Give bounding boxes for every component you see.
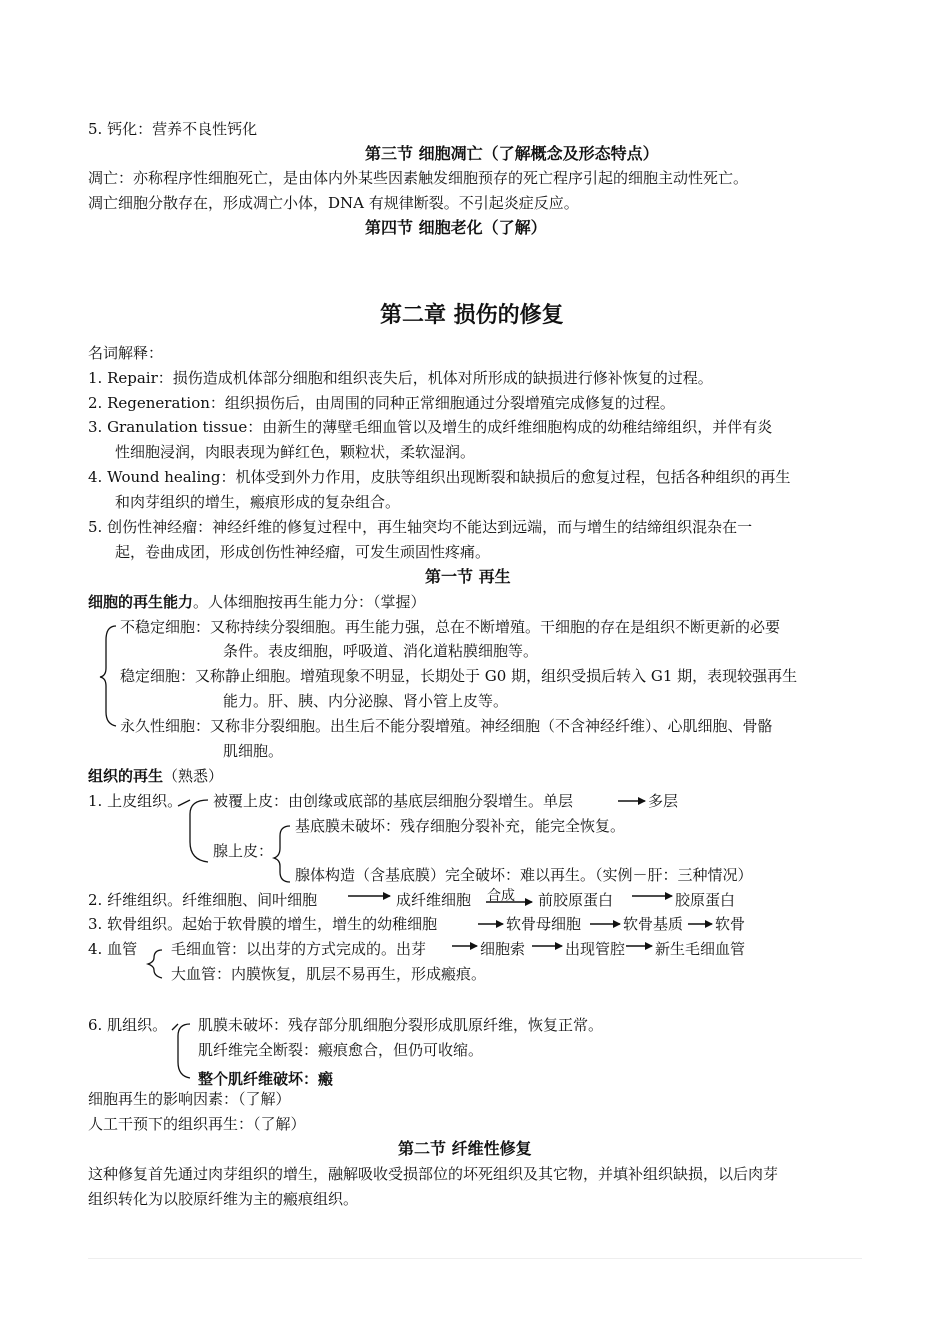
stable-cells-1: 稳定细胞：又称静止细胞。增殖现象不明显，长期处于 G0 期，组织受损后转入 G1 期，表现较强再生 <box>120 667 798 685</box>
covering-epithelium: 被覆上皮：由创缘或底部的基底层细胞分裂增生。单层 <box>213 792 574 810</box>
stable-cells-2: 能力。肝、胰、内分泌腺、肾小管上皮等。 <box>223 692 509 710</box>
fibrous-repair-2: 组织转化为以胶原纤维为主的瘢痕组织。 <box>88 1190 359 1208</box>
section-3-title: 第三节 细胞凋亡（了解概念及形态特点） <box>365 144 659 163</box>
muscle-lead <box>172 1024 178 1030</box>
epithelium-lead <box>178 800 190 806</box>
covering-epithelium-end: 多层 <box>648 792 679 810</box>
muscle-brace <box>178 1024 190 1078</box>
synthesis-label: 合成 <box>487 888 515 904</box>
chondroblast: 软骨母细胞 <box>506 915 582 933</box>
fibrous-repair-1: 这种修复首先通过肉芽组织的增生，融解吸收受损部位的坏死组织及其它物，并填补组织缺损，以后肉芽 <box>88 1165 779 1183</box>
term-granulation-1: 3. Granulation tissue：由新生的薄壁毛细血管以及增生的成纤维细胞构成的幼稚结缔组织，并伴有炎 <box>88 418 773 436</box>
basement-intact: 基底膜未破坏：残存细胞分裂补充，能完全恢复。 <box>295 817 626 835</box>
procollagen: 前胶原蛋白 <box>538 891 614 909</box>
muscle-label: 6. 肌组织。 <box>88 1016 168 1034</box>
fiber-destroyed: 整个肌纤维破坏：瘢 <box>198 1070 334 1088</box>
lumen: 出现管腔 <box>565 940 626 958</box>
cell-types-brace <box>100 626 116 726</box>
artificial-regen: 人工干预下的组织再生：（了解） <box>88 1115 306 1133</box>
sarcolemma-intact: 肌膜未破坏：残存部分肌细胞分裂形成肌原纤维，恢复正常。 <box>198 1016 604 1034</box>
cartilage-matrix: 软骨基质 <box>623 915 684 933</box>
calcification-line: 5. 钙化：营养不良性钙化 <box>88 120 258 138</box>
epithelium-label: 1. 上皮组织。 <box>88 792 183 810</box>
cell-regen-rest: 。人体细胞按再生能力分：（掌握） <box>193 593 426 611</box>
section-1-title: 第一节 再生 <box>425 567 511 586</box>
vessel-brace <box>148 950 162 978</box>
term-granulation-2: 性细胞浸润，肉眼表现为鲜红色，颗粒状，柔软湿润。 <box>115 443 476 461</box>
gland-brace <box>274 826 290 882</box>
tissue-regen-rest: （熟悉） <box>163 767 224 785</box>
large-vessel: 大血管：内膜恢复，肌层不易再生，形成瘢痕。 <box>171 965 487 983</box>
term-neuroma-2: 起，卷曲成团，形成创伤性神经瘤，可发生顽固性疼痛。 <box>115 543 491 561</box>
term-regeneration: 2. Regeneration：组织损伤后，由周围的同种正常细胞通过分裂增殖完成修复的过程。 <box>88 394 675 412</box>
gland-destroyed: 腺体构造（含基底膜）完全破坏：难以再生。（实例－肝：三种情况） <box>295 866 753 884</box>
terms-label: 名词解释： <box>88 344 164 362</box>
labile-cells-1: 不稳定细胞：又称持续分裂细胞。再生能力强，总在不断增殖。干细胞的存在是组织不断更新的必要 <box>120 618 781 636</box>
tissue-regen-bold: 组织的再生 <box>88 767 164 785</box>
section-4-title: 第四节 细胞老化（了解） <box>365 218 547 237</box>
vessel-label: 4. 血管 <box>88 940 138 958</box>
glandular-epithelium: 腺上皮： <box>213 842 274 860</box>
fibroblast: 成纤维细胞 <box>396 891 472 909</box>
term-wound-healing-2: 和肉芽组织的增生，瘢痕形成的复杂组合。 <box>115 493 401 511</box>
cartilage-tissue: 3. 软骨组织。起始于软骨膜的增生，增生的幼稚细胞 <box>88 915 438 933</box>
capillary: 毛细血管：以出芽的方式完成的。出芽 <box>171 940 427 958</box>
apoptosis-features: 凋亡细胞分散存在，形成凋亡小体，DNA 有规律断裂。不引起炎症反应。 <box>88 194 579 212</box>
fibrous-tissue: 2. 纤维组织。纤维细胞、间叶细胞 <box>88 891 318 909</box>
collagen: 胶原蛋白 <box>675 891 736 909</box>
permanent-cells-1: 永久性细胞：又称非分裂细胞。出生后不能分裂增殖。神经细胞（不含神经纤维）、心肌细胞、骨骼 <box>120 717 773 735</box>
cell-cord: 细胞索 <box>480 940 526 958</box>
apoptosis-definition: 凋亡：亦称程序性细胞死亡，是由体内外某些因素触发细胞预存的死亡程序引起的细胞主动性死亡。 <box>88 169 749 187</box>
cartilage: 软骨 <box>715 915 746 933</box>
section-2-title: 第二节 纤维性修复 <box>398 1139 532 1158</box>
chapter-2-title: 第二章 损伤的修复 <box>380 303 564 328</box>
term-repair: 1. Repair：损伤造成机体部分细胞和组织丧失后，机体对所形成的缺损进行修补恢复的过程。 <box>88 369 713 387</box>
labile-cells-2: 条件。表皮细胞，呼吸道、消化道粘膜细胞等。 <box>223 642 539 660</box>
cell-regen-bold: 细胞的再生能力 <box>88 593 194 611</box>
fiber-broken: 肌纤维完全断裂：瘢痕愈合，但仍可收缩。 <box>198 1041 484 1059</box>
new-capillary: 新生毛细血管 <box>655 940 746 958</box>
term-wound-healing-1: 4. Wound healing：机体受到外力作用，皮肤等组织出现断裂和缺损后的愈复过程，包括各种组织的再生 <box>88 468 791 486</box>
epithelium-brace <box>190 800 208 862</box>
permanent-cells-2: 肌细胞。 <box>223 742 284 760</box>
regen-factors: 细胞再生的影响因素：（了解） <box>88 1090 291 1108</box>
term-neuroma-1: 5. 创伤性神经瘤：神经纤维的修复过程中，再生轴突均不能达到远端，而与增生的结缔组织混杂在一 <box>88 518 753 536</box>
